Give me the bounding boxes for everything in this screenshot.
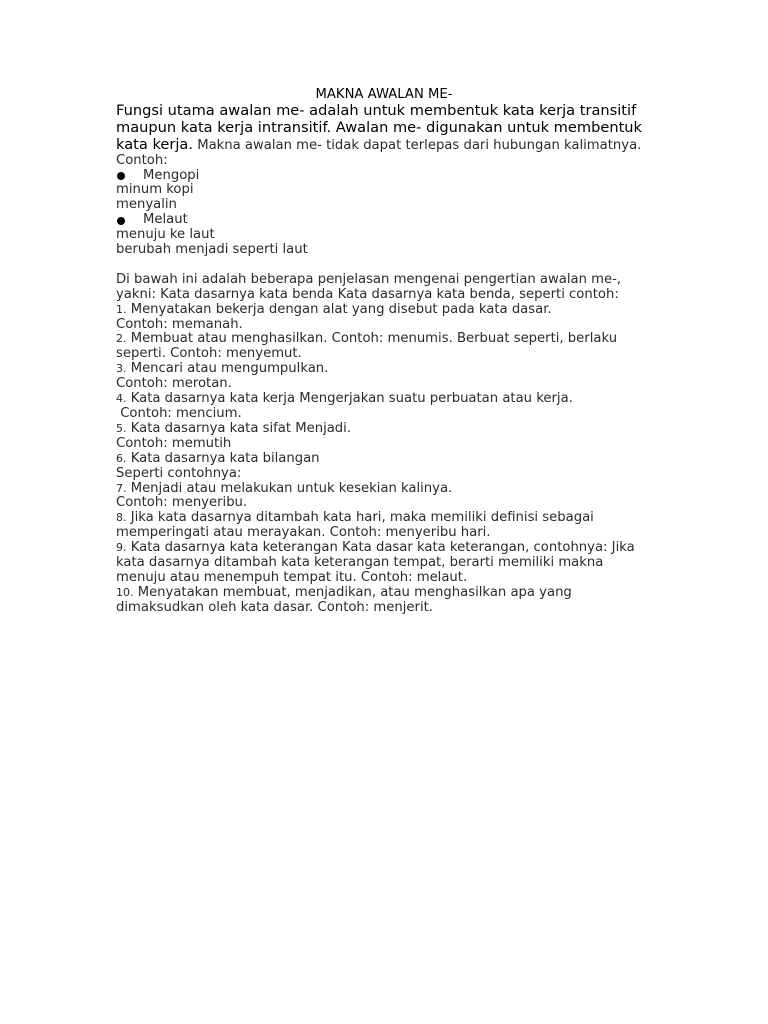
- list-item-text: Menyatakan bekerja dengan alat yang disebut pada kata dasar.: [126, 301, 552, 317]
- list-item-number: 10.: [116, 585, 134, 599]
- list-item: [116, 332, 656, 362]
- list-item-text: Jika kata dasarnya ditambah kata hari, maka memiliki definisi sebagai memperingati atau merayakan. Contoh: menyeribu hari.: [116, 510, 594, 541]
- list-item: [116, 586, 656, 616]
- list-item-text: Kata dasarnya kata bilangan: [126, 450, 320, 466]
- list-item: [116, 541, 656, 586]
- list-item-example: Seperti contohnya:: [116, 465, 242, 481]
- list-item-example: Contoh: memanah.: [116, 316, 243, 332]
- bullet-example-2: [116, 213, 656, 228]
- list-item-number: 7.: [116, 481, 127, 495]
- list-item: [116, 303, 656, 318]
- list-item: [116, 362, 656, 377]
- example-line: berubah menjadi seperti laut: [116, 242, 308, 258]
- explanation-list: [116, 303, 656, 616]
- bullet-label: Mengopi: [143, 167, 200, 183]
- example-line: menuju ke laut: [116, 227, 215, 243]
- list-item-example: Contoh: memutih: [116, 435, 232, 451]
- example-line: minum kopi: [116, 182, 194, 198]
- document-body: [116, 88, 656, 616]
- bullet-example-1: [116, 169, 656, 184]
- page-title: MAKNA AWALAN ME-: [315, 87, 453, 102]
- list-item-example: Contoh: menyeribu.: [116, 495, 248, 511]
- list-item-example: Contoh: merotan.: [116, 376, 232, 392]
- intro-large-text: Fungsi utama awalan me- adalah untuk membentuk kata kerja transitif maupun kata kerja intransitif. Awalan me- digunakan untuk membentuk kata kerja.: [116, 101, 642, 153]
- list-item-text: Kata dasarnya kata sifat Menjadi.: [126, 420, 352, 436]
- list-item-number: 3.: [116, 362, 127, 376]
- explanation-intro: Di bawah ini adalah beberapa penjelasan mengenai pengertian awalan me-, yakni: Kata dasarnya kata benda Kata dasarnya kata benda, seperti contoh:: [116, 271, 622, 302]
- list-item: [116, 511, 656, 541]
- list-item: [116, 392, 656, 407]
- list-item-text: Menyatakan membuat, menjadikan, atau menghasilkan apa yang dimaksudkan oleh kata dasar. Contoh: menjerit.: [116, 584, 572, 615]
- list-item: [116, 482, 656, 497]
- list-item-number: 1.: [116, 302, 127, 316]
- list-item-number: 2.: [116, 332, 127, 346]
- list-item-text: Mencari atau mengumpulkan.: [126, 361, 329, 377]
- bullet-icon: [117, 172, 125, 180]
- intro-small-text: Makna awalan me- tidak dapat terlepas dari hubungan kalimatnya. Contoh:: [116, 137, 642, 168]
- list-item: [116, 422, 656, 437]
- intro-paragraph: [116, 103, 656, 169]
- bullet-icon: [117, 217, 125, 225]
- list-item-text: Kata dasarnya kata kerja Mengerjakan suatu perbuatan atau kerja.: [126, 391, 573, 407]
- bullet-label: Melaut: [143, 212, 188, 228]
- list-item-text: Kata dasarnya kata keterangan Kata dasar kata keterangan, contohnya: Jika kata dasarnya ditambah kata keterangan tempat, berarti memiliki makna menuju atau menempuh tempat itu. Contoh: melaut.: [116, 540, 635, 585]
- list-item-number: 4.: [116, 392, 127, 406]
- list-item-text: Membuat atau menghasilkan. Contoh: menumis. Berbuat seperti, berlaku seperti. Contoh: menyemut.: [116, 331, 618, 362]
- list-item-number: 8.: [116, 511, 127, 525]
- list-item-number: 9.: [116, 541, 127, 555]
- blank-line: [116, 258, 656, 273]
- example-line: menyalin: [116, 197, 177, 213]
- list-item: [116, 452, 656, 467]
- list-item-number: 5.: [116, 421, 127, 435]
- list-item-text: Menjadi atau melakukan untuk kesekian kalinya.: [126, 480, 453, 496]
- list-item-example: Contoh: mencium.: [116, 406, 242, 422]
- list-item-number: 6.: [116, 451, 127, 465]
